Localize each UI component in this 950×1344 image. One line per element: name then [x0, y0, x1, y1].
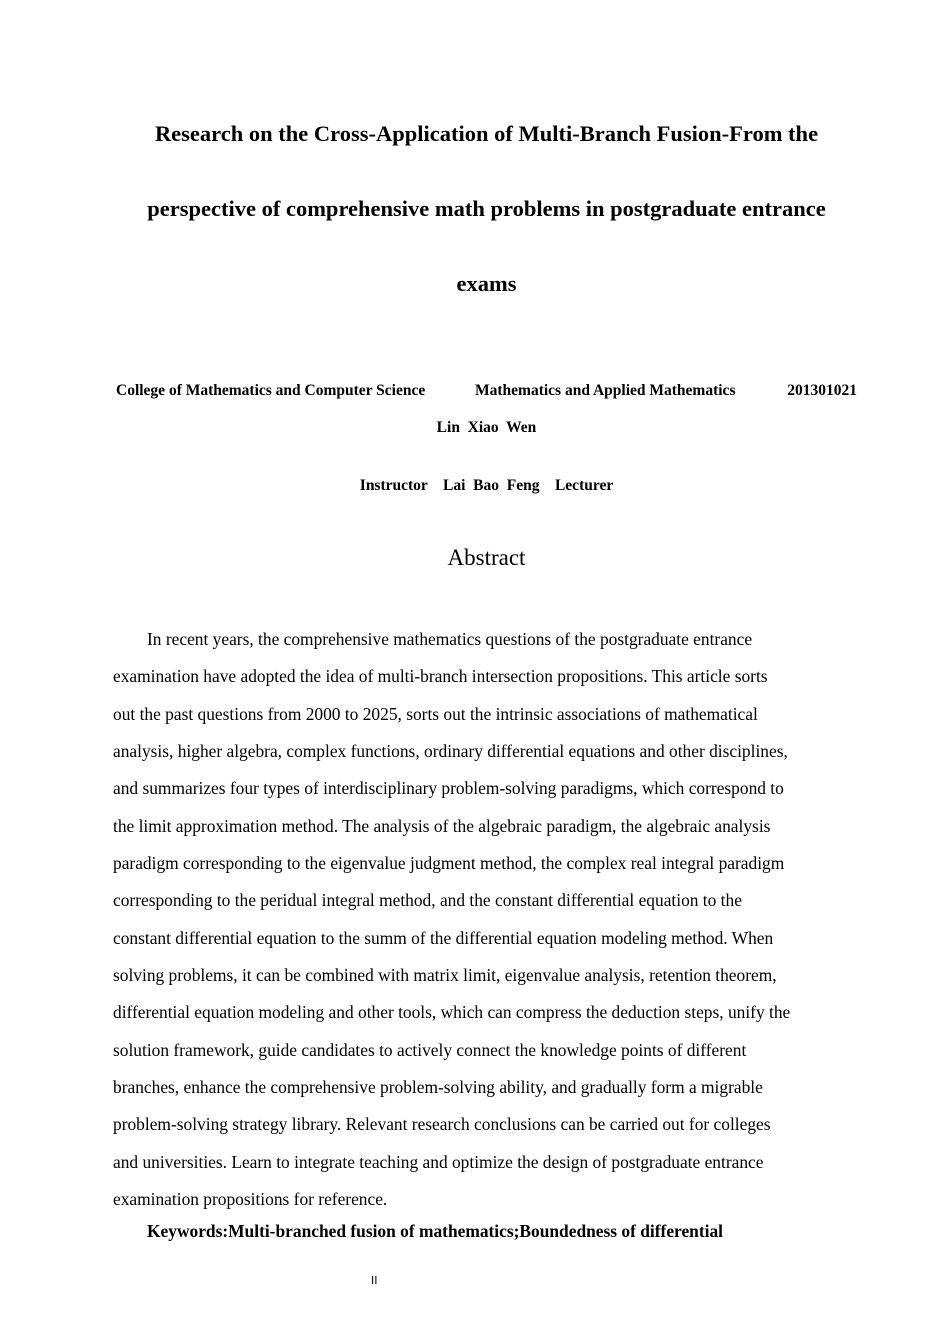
abstract-line: and summarizes four types of interdisciplinary problem-solving paradigms, which correspond to: [113, 778, 784, 799]
instructor-line: Instructor Lai Bao Feng Lecturer: [359, 477, 614, 494]
author-name: Lin Xiao Wen: [436, 419, 537, 436]
abstract-line: the limit approximation method. The analysis of the algebraic paradigm, the algebraic analysis: [113, 815, 771, 836]
abstract-line: paradigm corresponding to the eigenvalue judgment method, the complex real integral paradigm: [113, 853, 785, 874]
page-number: II: [371, 1274, 378, 1287]
abstract-heading: Abstract: [447, 545, 526, 570]
student-id: 201301021: [787, 382, 857, 399]
abstract-line: examination have adopted the idea of multi-branch intersection propositions. This article sorts: [113, 666, 768, 687]
title-line: perspective of comprehensive math problems in postgraduate entrance: [147, 196, 826, 221]
abstract-line: examination propositions for reference.: [113, 1189, 388, 1210]
abstract-line: solving problems, it can be combined with matrix limit, eigenvalue analysis, retention theorem,: [113, 965, 777, 986]
abstract-line: branches, enhance the comprehensive problem-solving ability, and gradually form a migrable: [113, 1077, 763, 1098]
abstract-line: out the past questions from 2000 to 2025, sorts out the intrinsic associations of mathematical: [113, 703, 758, 724]
abstract-line: In recent years, the comprehensive mathematics questions of the postgraduate entrance: [147, 629, 753, 649]
abstract-line: corresponding to the peridual integral method, and the constant differential equation to the: [113, 890, 742, 911]
paper-title: [100, 96, 873, 321]
title-line: exams: [456, 271, 517, 296]
abstract-line: and universities. Learn to integrate teaching and optimize the design of postgraduate entrance: [113, 1151, 764, 1172]
abstract-line: differential equation modeling and other tools, which can compress the deduction steps, unify the: [113, 1002, 791, 1023]
abstract-line: analysis, higher algebra, complex functions, ordinary differential equations and other disciplines,: [113, 741, 788, 762]
abstract-line: solution framework, guide candidates to actively connect the knowledge points of different: [113, 1039, 747, 1060]
keywords-line: Keywords:Multi-branched fusion of mathematics;Boundedness of differential: [147, 1221, 723, 1241]
college-name: College of Mathematics and Computer Science: [116, 382, 426, 399]
abstract-line: constant differential equation to the summ of the differential equation modeling method. When: [113, 927, 774, 948]
abstract-line: problem-solving strategy library. Relevant research conclusions can be carried out for colleges: [113, 1114, 771, 1135]
affiliation-line: [116, 380, 857, 402]
major-name: Mathematics and Applied Mathematics: [475, 382, 736, 399]
abstract-body: [113, 621, 863, 1219]
title-line: Research on the Cross-Application of Multi-Branch Fusion-From the: [154, 121, 819, 146]
